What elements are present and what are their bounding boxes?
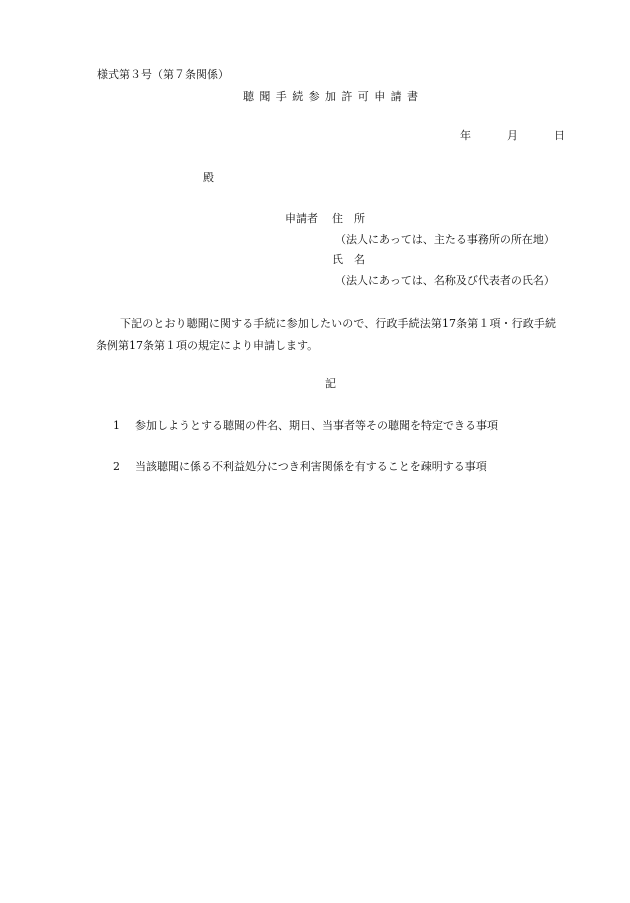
notation-heading: 記: [325, 377, 336, 390]
applicant-role-label: 申請者: [285, 212, 318, 225]
list-item: [113, 460, 487, 474]
list-item: [113, 419, 498, 433]
form-number: 様式第３号（第７条関係）: [97, 68, 229, 81]
item-text: 当該聴聞に係る不利益処分につき利害関係を有することを疎明する事項: [135, 460, 487, 473]
date-month-label: 月: [507, 129, 518, 142]
name-label: 氏 名: [332, 253, 365, 266]
body-paragraph: 下記のとおり聴聞に関する手続に参加したいので、行政手続法第17条第１項・行政手続条例第17条第１項の規定により申請します。: [96, 317, 556, 352]
document-title: 聴聞手続参加許可申請書: [243, 90, 424, 103]
item-number: 2: [113, 460, 120, 473]
address-note: （法人にあっては、主たる事務所の所在地）: [335, 233, 555, 246]
address-label: 住 所: [332, 212, 365, 225]
item-text: 参加しようとする聴聞の件名、期日、当事者等その聴聞を特定できる事項: [135, 419, 498, 432]
addressee-suffix: 殿: [203, 171, 214, 184]
date-line: [460, 129, 565, 143]
name-note: （法人にあっては、名称及び代表者の氏名）: [335, 274, 555, 287]
date-year-label: 年: [460, 129, 471, 142]
item-number: 1: [113, 419, 120, 432]
date-day-label: 日: [554, 129, 565, 142]
